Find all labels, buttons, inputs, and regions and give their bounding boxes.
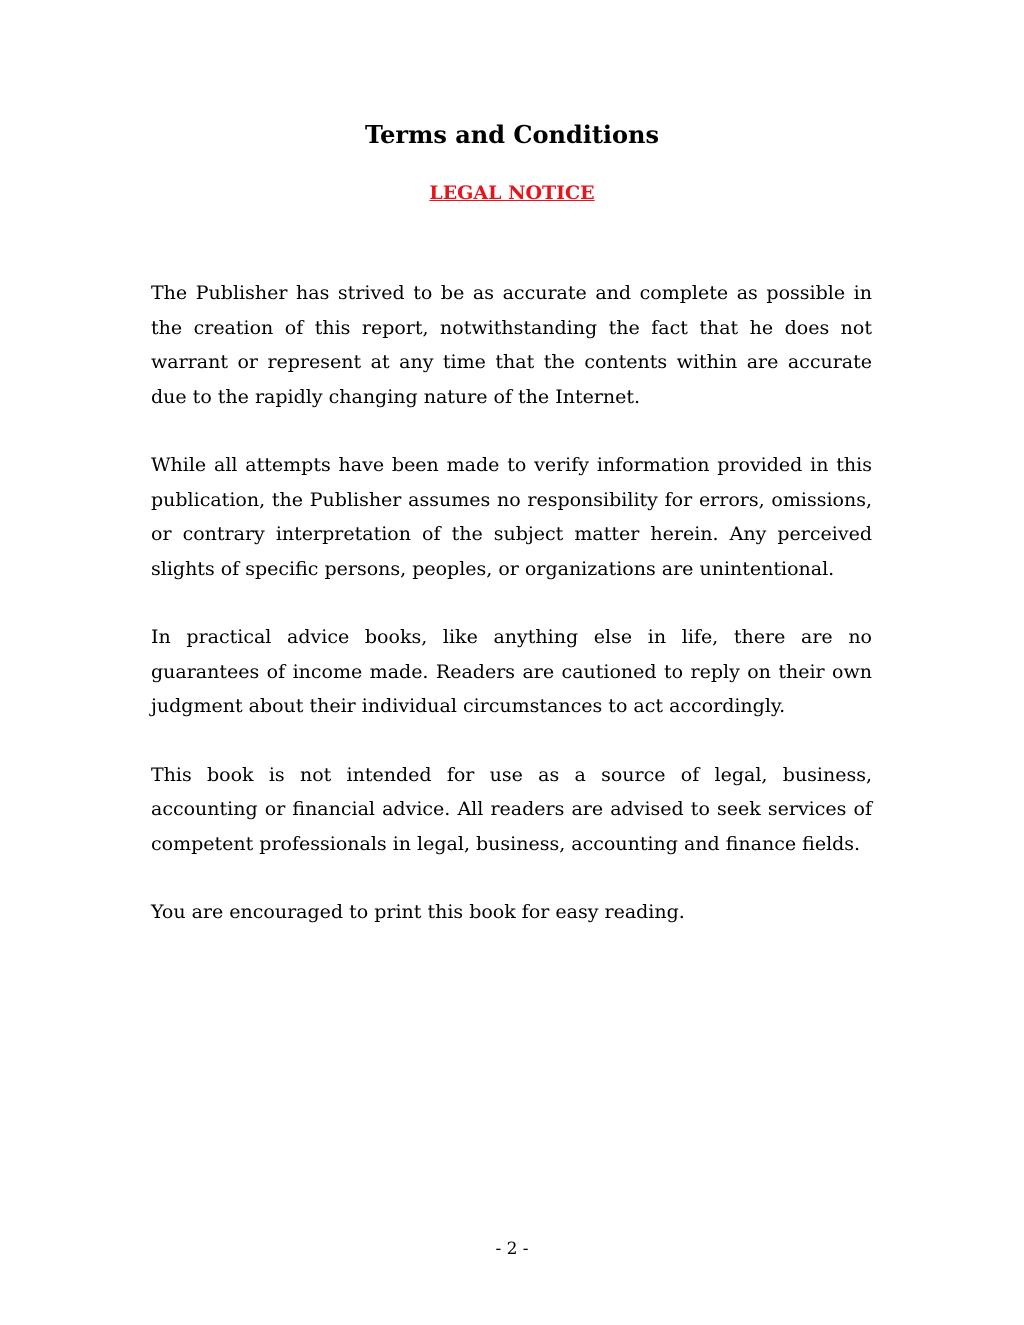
legal-notice-heading: LEGAL NOTICE: [429, 182, 595, 204]
paragraph-no-guarantees: In practical advice books, like anything else in life, there are no guarantees of income made. Readers are cautioned to reply on their own judgment about their individual circumstances to act accordingly.: [151, 626, 872, 717]
paragraph-not-advice: This book is not intended for use as a source of legal, business, accounting or financial advice. All readers are advised to seek services of competent professionals in legal, business, accounting and finance fields.: [151, 763, 872, 855]
paragraph-responsibility: While all attempts have been made to verify information provided in this publication, the Publisher assumes no responsibility for errors, omissions, or contrary interpretation of the subject matter herein. Any perceived slights of specific persons, peoples, or organizations are unintentional.: [151, 454, 872, 580]
paragraph-print: You are encouraged to print this book for easy reading.: [151, 901, 685, 923]
page-number: - 2 -: [495, 1239, 529, 1259]
page-title: Terms and Conditions: [364, 120, 660, 149]
paragraph-accuracy: The Publisher has strived to be as accurate and complete as possible in the creation of this report, notwithstanding the fact that he does not warrant or represent at any time that the contents within are accurate due to the rapidly changing nature of the Internet.: [151, 282, 872, 408]
body-text: [151, 276, 872, 964]
